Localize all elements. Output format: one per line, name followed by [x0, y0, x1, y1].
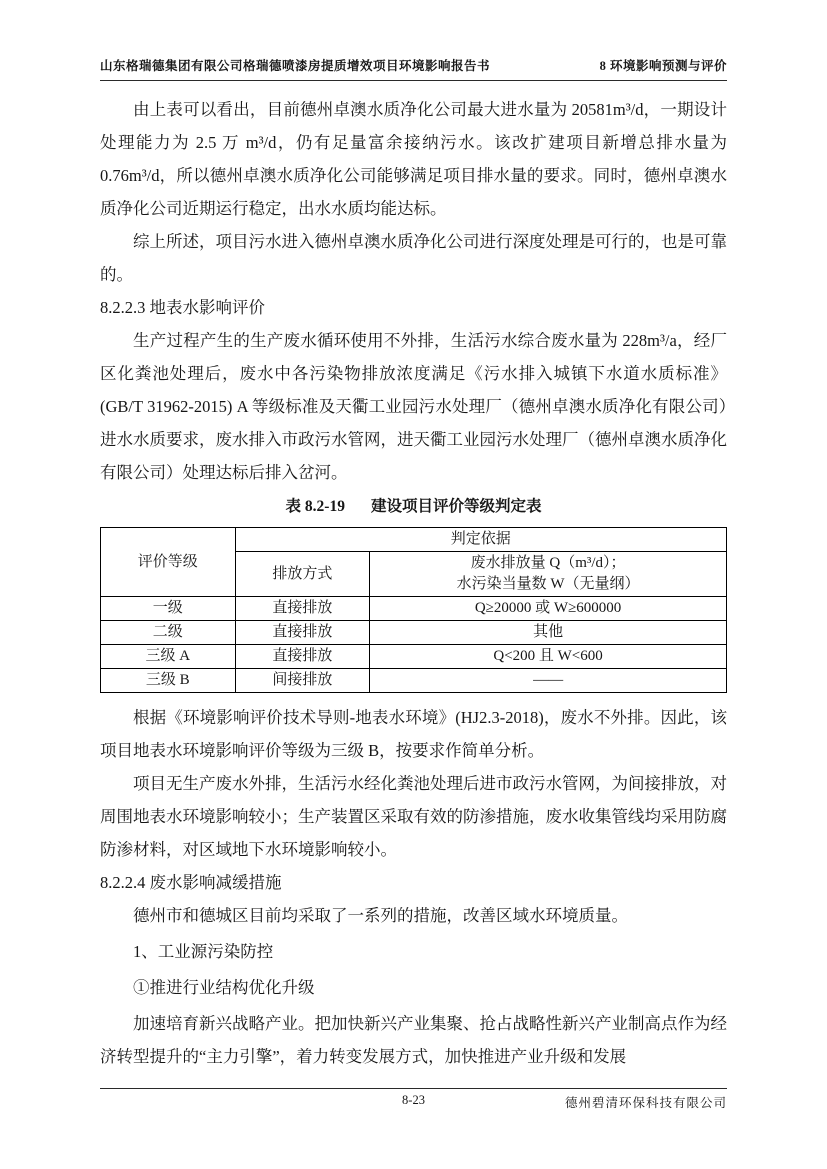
cell-grade: 一级 — [101, 597, 236, 621]
cell-discharge-mode: 直接排放 — [235, 645, 370, 669]
criteria-line-2: 水污染当量数 W（无量纲） — [456, 576, 640, 592]
paragraph-emerging-industry: 加速培育新兴战略产业。把加快新兴产业集聚、抢占战略性新兴产业制高点作为经济转型提升的“主力引擎”，着力转变发展方式，加快推进产业升级和发展 — [100, 1014, 727, 1066]
list-item-structure-upgrade: ①推进行业结构优化升级 — [133, 978, 315, 997]
cell-criteria: Q≥20000 或 W≥600000 — [370, 597, 727, 621]
page-number: 8-23 — [402, 1093, 425, 1107]
section-heading-surface-water: 8.2.2.3 地表水影响评价 — [100, 298, 265, 317]
criteria-line-1: 废水排放量 Q（m³/d）； — [470, 555, 626, 571]
header-cell-grade: 评价等级 — [101, 528, 236, 597]
paragraph-guideline-grade: 根据《环境影响评价技术导则-地表水环境》(HJ2.3-2018)，废水不外排。因此，该项目地表水环境影响评价等级为三级 B，按要求作简单分析。 — [100, 708, 727, 760]
page-footer — [100, 1088, 727, 1117]
evaluation-grade-table — [100, 527, 727, 693]
header-cell-judgment-basis: 判定依据 — [235, 528, 726, 552]
table-row — [101, 645, 727, 669]
table-header-row-1 — [101, 528, 727, 552]
paragraph-seepage-control: 项目无生产废水外排，生活污水经化粪池处理后进市政污水管网，为间接排放，对周围地表水环境影响较小；生产装置区采取有效的防渗措施，废水收集管线均采用防腐防渗材料，对区域地下水环境影响较小。 — [100, 774, 727, 859]
table-row — [101, 621, 727, 645]
table-row — [101, 669, 727, 693]
paragraph-intake-capacity: 由上表可以看出，目前德州卓澳水质净化公司最大进水量为 20581m³/d，一期设计处理能力为 2.5 万 m³/d，仍有足量富余接纳污水。该改扩建项目新增总排水量为 0.76m³/d，所以德州卓澳水质净化公司能够满足项目排水量的要求。同时，德州卓澳水质净化公司近期运行稳定，出水水质均能达标。 — [100, 100, 727, 218]
cell-discharge-mode: 间接排放 — [235, 669, 370, 693]
paragraph-feasibility-conclusion: 综上所述，项目污水进入德州卓澳水质净化公司进行深度处理是可行的，也是可靠的。 — [100, 232, 727, 284]
cell-grade: 三级 B — [101, 669, 236, 693]
cell-grade: 二级 — [101, 621, 236, 645]
cell-criteria: 其他 — [370, 621, 727, 645]
table-title — [100, 495, 727, 519]
cell-criteria: —— — [370, 669, 727, 693]
table-caption: 建设项目评价等级判定表 — [370, 498, 542, 515]
footer-company-name: 德州碧清环保科技有限公司 — [564, 1096, 727, 1110]
header-cell-criteria — [370, 552, 727, 597]
cell-discharge-mode: 直接排放 — [235, 621, 370, 645]
section-heading-mitigation: 8.2.2.4 废水影响减缓措施 — [100, 873, 282, 892]
header-cell-discharge-mode: 排放方式 — [235, 552, 370, 597]
document-body — [100, 93, 727, 1073]
table-number: 表 8.2-19 — [285, 498, 345, 515]
page-header — [100, 56, 727, 81]
cell-grade: 三级 A — [101, 645, 236, 669]
header-chapter-title: 8 环境影响预测与评价 — [599, 59, 727, 73]
cell-discharge-mode: 直接排放 — [235, 597, 370, 621]
list-item-industrial-source: 1、工业源污染防控 — [133, 942, 274, 961]
paragraph-wastewater-discharge: 生产过程产生的生产废水循环使用不外排，生活污水综合废水量为 228m³/a，经厂区化粪池处理后，废水中各污染物排放浓度满足《污水排入城镇下水道水质标准》(GB/T 31962-2015) A 等级标准及天衢工业园污水处理厂（德州卓澳水质净化有限公司）进水水质要求，废水排入市政污水管网，进天衢工业园污水处理厂（德州卓澳水质净化有限公司）处理达标后排入岔河。 — [100, 331, 727, 482]
table-row — [101, 597, 727, 621]
header-report-title: 山东格瑞德集团有限公司格瑞德喷漆房提质增效项目环境影响报告书 — [100, 59, 491, 73]
cell-criteria: Q<200 且 W<600 — [370, 645, 727, 669]
paragraph-city-measures: 德州市和德城区目前均采取了一系列的措施，改善区域水环境质量。 — [133, 906, 628, 925]
